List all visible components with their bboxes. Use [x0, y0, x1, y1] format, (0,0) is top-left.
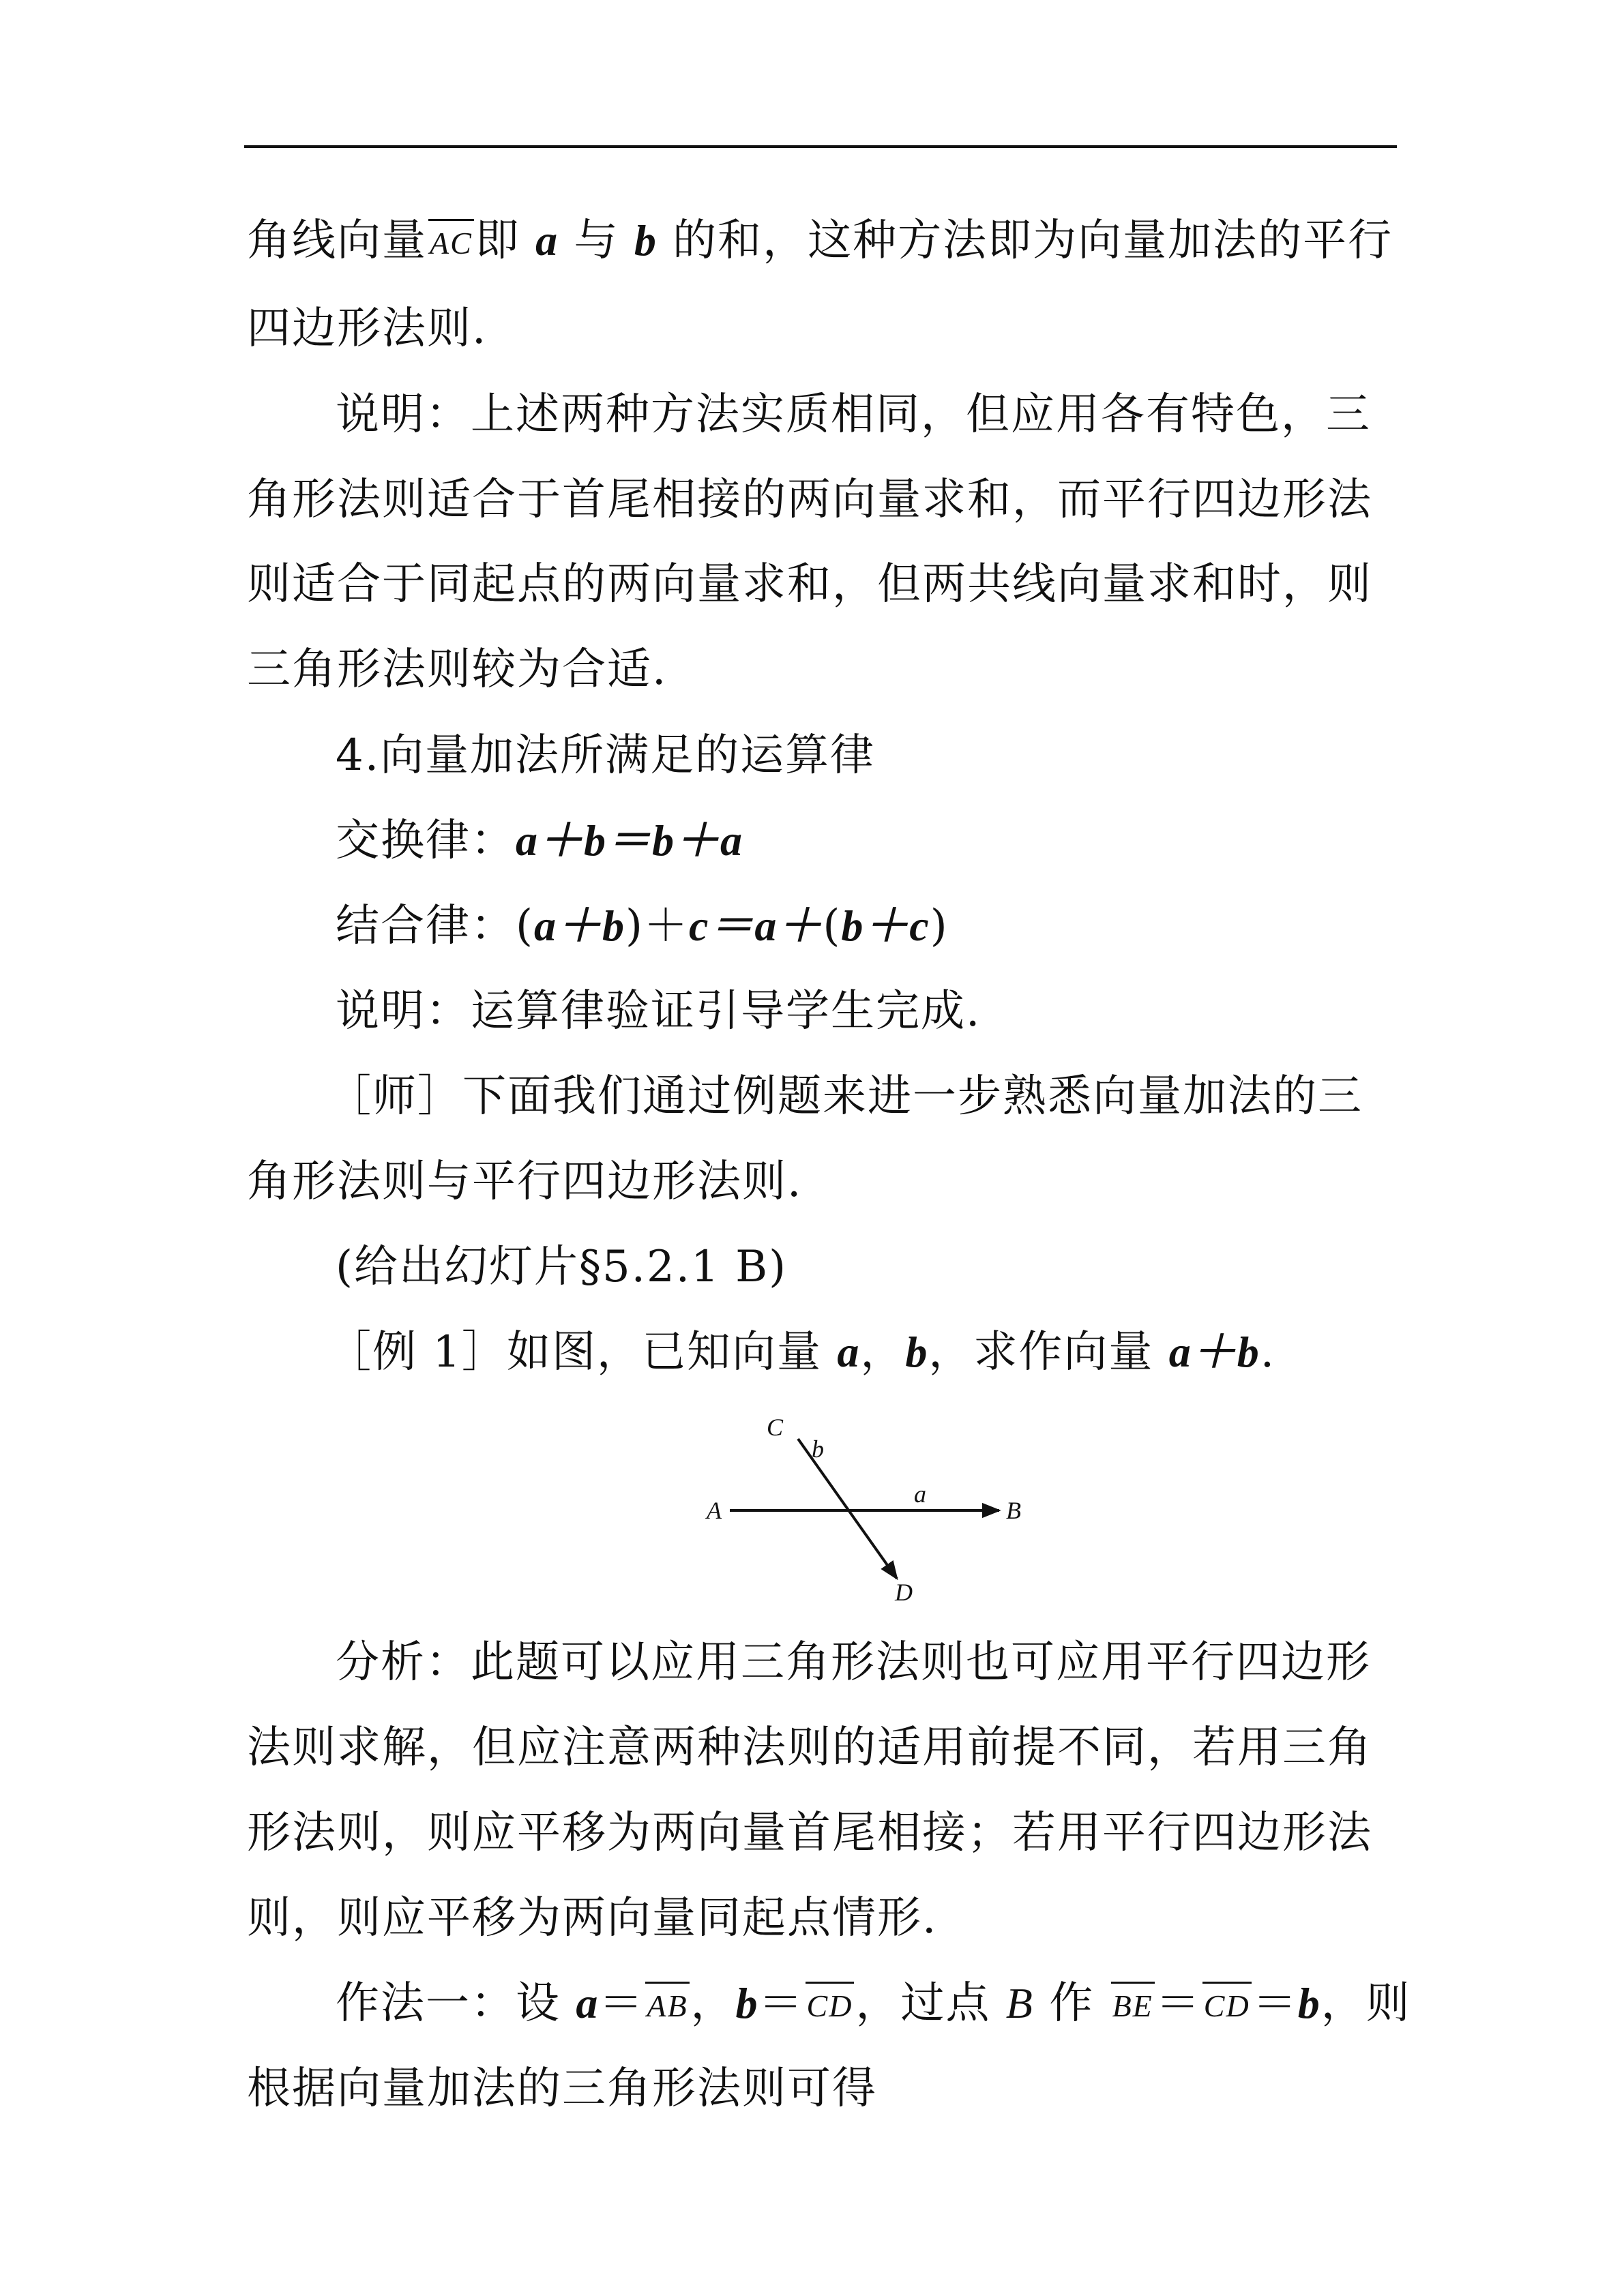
paragraph-line-4: 角形法则适合于首尾相接的两向量求和，而平行四边形法	[247, 475, 1372, 525]
slide-reference: (给出幻灯片§5.2.1 B)	[336, 1242, 788, 1292]
vector-cd: CD	[804, 1979, 856, 2033]
label-a-point: A	[707, 1497, 722, 1524]
example-line: ［例 1］如图，已知向量 a，b，求作向量 a＋b.	[327, 1327, 1276, 1377]
label-b: b	[812, 1435, 824, 1463]
header-rule	[244, 145, 1397, 148]
vector-be: BE	[1110, 1979, 1156, 2033]
method-one-line: 作法一：设 a＝AB，b＝CD，过点 B 作 BE＝CD＝b，则	[336, 1976, 1411, 2033]
teacher-line-2: 角形法则与平行四边形法则.	[247, 1157, 803, 1207]
method-one-line-2: 根据向量加法的三角形法则可得	[247, 2063, 877, 2114]
associative-law: 结合律：(a＋b)＋c＝a＋(b＋c)	[336, 901, 949, 951]
label-c: C	[767, 1414, 784, 1441]
label-a: a	[914, 1480, 926, 1508]
label-b-point: B	[1006, 1497, 1021, 1524]
analysis-line-2: 法则求解，但应注意两种法则的适用前提不同，若用三角	[247, 1723, 1372, 1773]
vector-figure	[696, 1408, 1050, 1606]
label-d: D	[895, 1579, 913, 1606]
vector-ab: AB	[644, 1979, 690, 2033]
paragraph-line-5: 则适合于同起点的两向量求和，但两共线向量求和时，则	[247, 559, 1372, 610]
analysis-line-3: 形法则，则应平移为两向量首尾相接；若用平行四边形法	[247, 1808, 1372, 1858]
note-line: 说明：运算律验证引导学生完成.	[336, 986, 981, 1037]
paragraph-line-6: 三角形法则较为合适.	[247, 644, 668, 695]
paragraph-line-3: 说明：上述两种方法实质相同，但应用各有特色，三	[336, 389, 1371, 440]
paragraph-line-1: 角线向量AC即 a 与 b 的和，这种方法即为向量加法的平行	[247, 213, 1393, 271]
section-heading: 4.向量加法所满足的运算律	[336, 730, 876, 781]
analysis-line-1: 分析：此题可以应用三角形法则也可应用平行四边形	[336, 1637, 1371, 1688]
vector-cd-2: CD	[1201, 1979, 1253, 2033]
analysis-line-4: 则，则应平移为两向量同起点情形.	[247, 1893, 938, 1943]
commutative-law: 交换律：a＋b＝b＋a	[336, 816, 743, 866]
paragraph-line-2: 四边形法则.	[247, 303, 488, 354]
vector-ac: AC	[427, 216, 475, 271]
teacher-line-1: ［师］下面我们通过例题来进一步熟悉向量加法的三	[327, 1071, 1363, 1122]
